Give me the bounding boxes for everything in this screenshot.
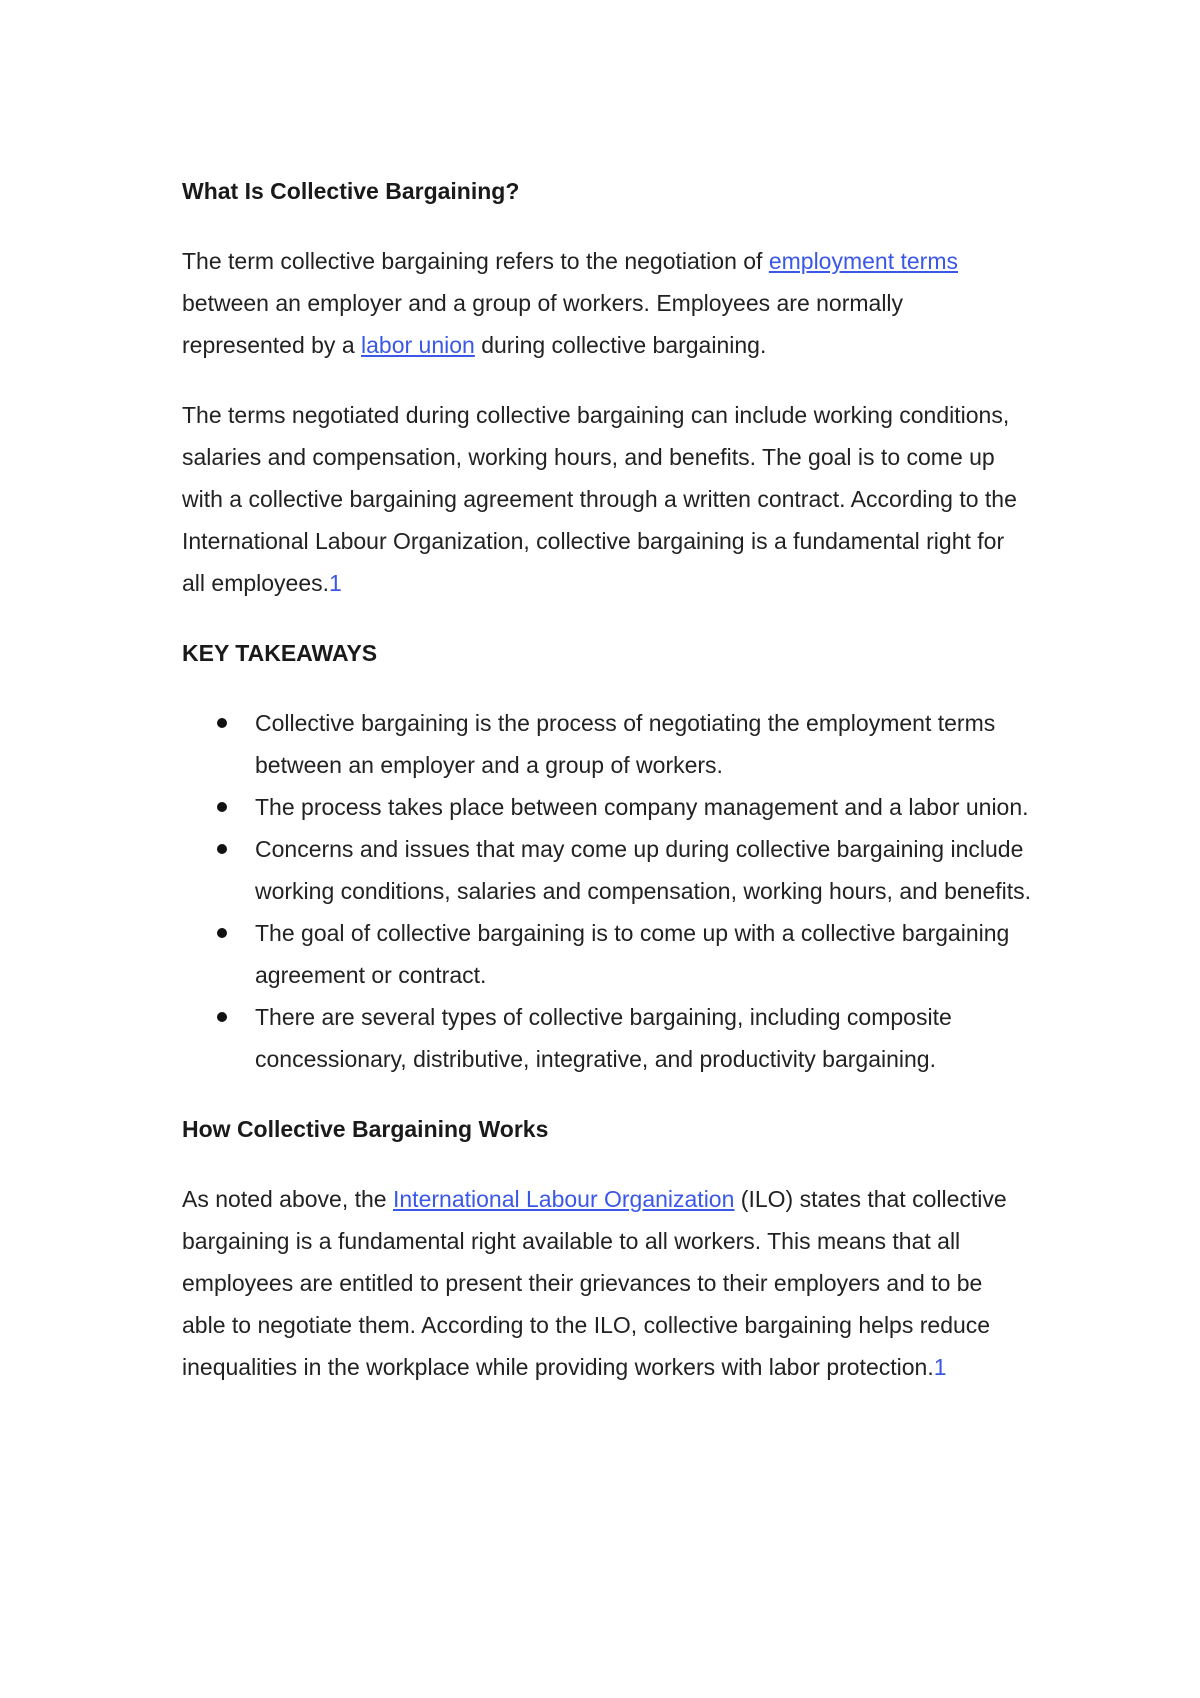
bullet-icon bbox=[217, 718, 227, 728]
list-item-text: The process takes place between company management and a labor union. bbox=[255, 794, 1029, 820]
bullet-icon bbox=[217, 844, 227, 854]
ilo-text-start: As noted above, the bbox=[182, 1186, 393, 1212]
list-item bbox=[255, 786, 1032, 828]
list-item bbox=[255, 828, 1032, 912]
list-item bbox=[255, 702, 1032, 786]
list-item-text: Collective bargaining is the process of negotiating the employment terms between an employer and a group of workers. bbox=[255, 710, 996, 778]
list-item-text: There are several types of collective bargaining, including composite concessionary, distributive, integrative, and productivity bargaining. bbox=[255, 1004, 952, 1072]
employment-terms-link[interactable]: employment terms bbox=[768, 248, 958, 274]
how-it-works-paragraph bbox=[182, 1178, 1032, 1388]
ilo-link[interactable]: International Labour Organization bbox=[393, 1186, 735, 1212]
intro-text-end: during collective bargaining. bbox=[474, 332, 767, 358]
footnote-ref-1[interactable]: 1 bbox=[329, 570, 342, 596]
ilo-text-end: (ILO) states that collective bargaining is a fundamental right available to all workers. This means that all employees are entitled to present their grievances to their employers and to be able to negotiate them. According to the ILO, collective bargaining helps reduce inequalities in the workplace while providing workers with labor protection. bbox=[182, 1186, 1007, 1380]
key-takeaways-heading: KEY TAKEAWAYS bbox=[182, 640, 378, 666]
document-page bbox=[182, 170, 1032, 1388]
list-item bbox=[255, 912, 1032, 996]
list-item bbox=[255, 996, 1032, 1080]
list-item-text: The goal of collective bargaining is to come up with a collective bargaining agreement or contract. bbox=[255, 920, 1010, 988]
terms-paragraph bbox=[182, 394, 1032, 604]
footnote-ref-1-second[interactable]: 1 bbox=[933, 1354, 947, 1380]
key-takeaways-list bbox=[182, 702, 1032, 1080]
intro-text-middle: between an employer and a group of workers. Employees are normally represented by a bbox=[182, 290, 904, 358]
intro-paragraph bbox=[182, 240, 1032, 366]
list-item-text: Concerns and issues that may come up during collective bargaining include working conditions, salaries and compensation, working hours, and benefits. bbox=[255, 836, 1032, 904]
bullet-icon bbox=[217, 1012, 227, 1022]
terms-text: The terms negotiated during collective bargaining can include working conditions, salaries and compensation, working hours, and benefits. The goal is to come up with a collective bargaining agreement through a written contract. According to the International Labour Organization, collective bargaining is a fundamental right for all employees. bbox=[182, 402, 1017, 596]
bullet-icon bbox=[217, 802, 227, 812]
section-heading-how-it-works: How Collective Bargaining Works bbox=[182, 1116, 549, 1142]
section-heading-what-is: What Is Collective Bargaining? bbox=[182, 178, 520, 204]
labor-union-link[interactable]: labor union bbox=[361, 332, 475, 358]
bullet-icon bbox=[217, 928, 227, 938]
intro-text-start: The term collective bargaining refers to the negotiation of bbox=[182, 248, 769, 274]
